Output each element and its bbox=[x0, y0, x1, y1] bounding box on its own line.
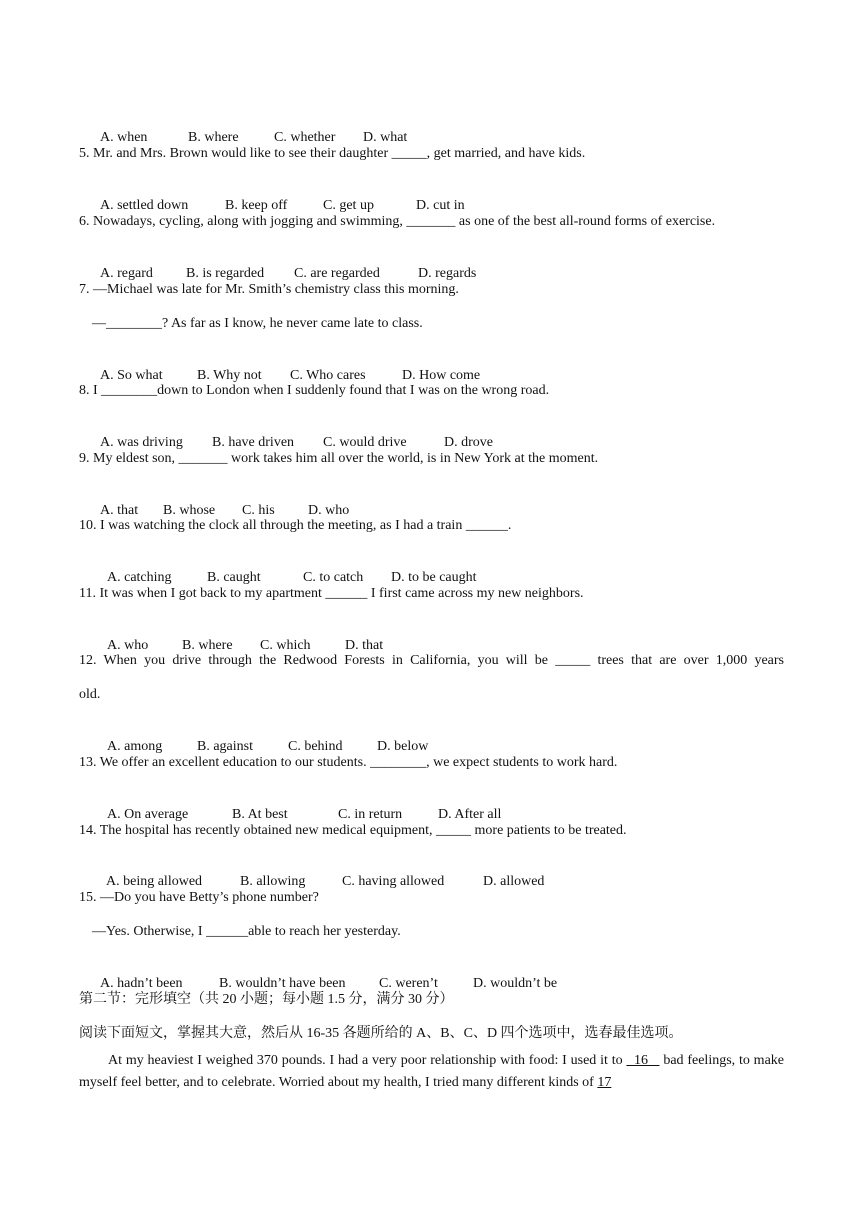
option[interactable]: B. against bbox=[197, 739, 253, 754]
question-stem-continued: —________? As far as I know, he never came late to class. bbox=[92, 316, 423, 331]
option[interactable]: C. to catch bbox=[303, 570, 364, 585]
option[interactable]: D. what bbox=[363, 130, 408, 145]
question-stem-continued: —Yes. Otherwise, I ______able to reach her yesterday. bbox=[92, 924, 401, 939]
question-stem: 9. My eldest son, _______ work takes him all over the world, is in New York at the moment. bbox=[79, 451, 599, 466]
option[interactable]: C. Who cares bbox=[290, 368, 366, 383]
cloze-passage bbox=[79, 1050, 784, 1094]
option[interactable]: B. Why not bbox=[197, 368, 262, 383]
option[interactable]: A. On average bbox=[107, 807, 189, 822]
section-instruction: 阅读下面短文，掌握其大意，然后从 16-35 各题所给的 A、B、C、D 四个选项中，选春最佳选项。 bbox=[79, 1026, 683, 1041]
blank-16[interactable]: 16 bbox=[626, 1053, 660, 1068]
blank-17[interactable]: 17 bbox=[597, 1075, 612, 1090]
question-stem: 11. It was when I got back to my apartment ______ I first came across my new neighbors. bbox=[79, 586, 584, 601]
option[interactable]: A. So what bbox=[100, 368, 163, 383]
option[interactable]: B. allowing bbox=[240, 874, 306, 889]
option[interactable]: B. At best bbox=[232, 807, 288, 822]
option[interactable]: B. wouldn’t have been bbox=[219, 976, 346, 991]
option[interactable]: D. that bbox=[345, 638, 384, 653]
question-stem: 15. —Do you have Betty’s phone number? bbox=[79, 890, 319, 905]
option[interactable]: D. regards bbox=[418, 266, 477, 281]
option[interactable]: C. whether bbox=[274, 130, 336, 145]
option[interactable]: A. being allowed bbox=[106, 874, 203, 889]
option[interactable]: B. where bbox=[188, 130, 239, 145]
question-stem: 6. Nowadays, cycling, along with jogging and swimming, _______ as one of the best all-round forms of exercise. bbox=[79, 214, 716, 229]
question-stem-continued: old. bbox=[79, 687, 101, 702]
question-stem: 13. We offer an excellent education to our students. ________, we expect students to work hard. bbox=[79, 755, 618, 770]
option[interactable]: B. caught bbox=[207, 570, 261, 585]
option[interactable]: C. his bbox=[242, 503, 275, 518]
option[interactable]: D. cut in bbox=[416, 198, 465, 213]
option[interactable]: C. are regarded bbox=[294, 266, 380, 281]
option[interactable]: A. who bbox=[107, 638, 149, 653]
option[interactable]: D. drove bbox=[444, 435, 493, 450]
option[interactable]: D. After all bbox=[438, 807, 502, 822]
option[interactable]: B. where bbox=[182, 638, 233, 653]
option[interactable]: D. below bbox=[377, 739, 429, 754]
option[interactable]: C. get up bbox=[323, 198, 374, 213]
option[interactable]: C. which bbox=[260, 638, 311, 653]
option[interactable]: C. behind bbox=[288, 739, 343, 754]
option[interactable]: C. weren’t bbox=[379, 976, 438, 991]
question-stem: 10. I was watching the clock all through the meeting, as I had a train ______. bbox=[79, 518, 512, 533]
option[interactable]: C. in return bbox=[338, 807, 403, 822]
option[interactable]: A. catching bbox=[107, 570, 172, 585]
question-stem: 12. When you drive through the Redwood Forests in California, you will be _____ trees that are over 1,000 years bbox=[79, 653, 784, 668]
option[interactable]: A. among bbox=[107, 739, 163, 754]
option[interactable]: B. is regarded bbox=[186, 266, 265, 281]
option[interactable]: D. allowed bbox=[483, 874, 545, 889]
question-stem: 14. The hospital has recently obtained new medical equipment, _____ more patients to be treated. bbox=[79, 823, 627, 838]
option[interactable]: A. that bbox=[100, 503, 139, 518]
option[interactable]: B. whose bbox=[163, 503, 216, 518]
passage-text: At my heaviest I weighed 370 pounds. I had a very poor relationship with food: I used it to bbox=[108, 1053, 627, 1068]
option[interactable]: C. would drive bbox=[323, 435, 407, 450]
option[interactable]: A. regard bbox=[100, 266, 153, 281]
question-stem: 8. I ________down to London when I suddenly found that I was on the wrong road. bbox=[79, 383, 550, 398]
option[interactable]: D. wouldn’t be bbox=[473, 976, 558, 991]
option[interactable]: A. was driving bbox=[100, 435, 183, 450]
passage-text: bad feelings, to make myself feel better, and to celebrate. Worried about my health, I tried many different kinds of bbox=[79, 1053, 784, 1090]
question-stem: 7. —Michael was late for Mr. Smith’s chemistry class this morning. bbox=[79, 282, 459, 297]
option[interactable]: B. keep off bbox=[225, 198, 288, 213]
option[interactable]: C. having allowed bbox=[342, 874, 445, 889]
option[interactable]: A. when bbox=[100, 130, 148, 145]
option[interactable]: A. settled down bbox=[100, 198, 189, 213]
option[interactable]: D. who bbox=[308, 503, 350, 518]
option[interactable]: D. to be caught bbox=[391, 570, 477, 585]
option[interactable]: B. have driven bbox=[212, 435, 295, 450]
option[interactable]: D. How come bbox=[402, 368, 481, 383]
question-stem: 5. Mr. and Mrs. Brown would like to see their daughter _____, get married, and have kids. bbox=[79, 146, 586, 161]
option[interactable]: A. hadn’t been bbox=[100, 976, 183, 991]
section-heading: 第二节：完形填空（共 20 小题；每小题 1.5 分，满分 30 分） bbox=[79, 992, 454, 1007]
